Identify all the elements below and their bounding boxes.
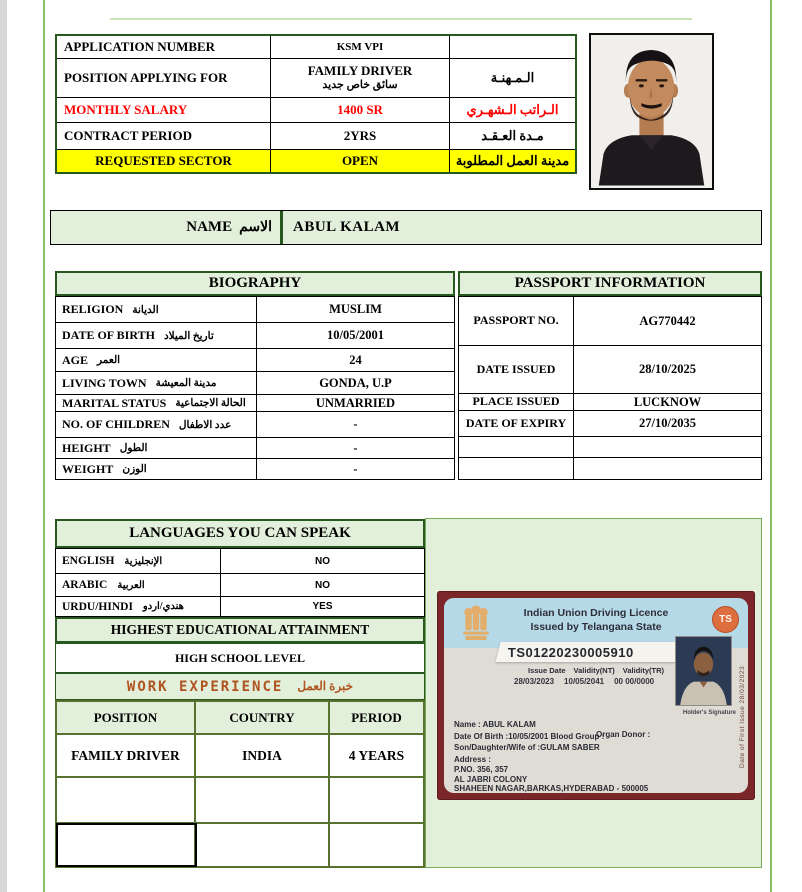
passport-empty-label-1 — [459, 437, 574, 458]
contract-label: CONTRACT PERIOD — [57, 123, 271, 150]
position-column-header: POSITION — [57, 702, 196, 735]
urdu-hindi-value: YES — [312, 601, 333, 612]
religion-value: MUSLIM — [257, 297, 454, 323]
work-experience-table — [55, 700, 425, 868]
licence-issue-values: 28/03/2023 10/05/2041 00 00/0000 — [514, 677, 655, 686]
expiry-value: 27/10/2035 — [574, 411, 761, 437]
name-label — [51, 211, 280, 244]
name-label-ar: الاسم — [239, 220, 272, 235]
age-value: 24 — [257, 349, 454, 372]
sector-value: OPEN — [271, 150, 450, 172]
passport-header: PASSPORT INFORMATION — [458, 271, 762, 296]
english-label: ENGLISH الإنجليزية — [56, 549, 221, 574]
passport-no-value: AG770442 — [574, 297, 761, 346]
application-number-value: KSM VPI — [271, 36, 450, 59]
licence-holder-photo — [675, 636, 732, 706]
ashoka-emblem-icon — [460, 604, 492, 644]
date-issued-value: 28/10/2025 — [574, 346, 761, 394]
salary-label: MONTHLY SALARY — [57, 98, 271, 123]
experience-row3-country — [196, 824, 330, 866]
weight-value: - — [353, 461, 358, 476]
place-issued-label: PLACE ISSUED — [459, 394, 574, 411]
licence-title-line1: Indian Union Driving Licence — [523, 607, 669, 619]
salary-ar-label: الـراتب الـشهـري — [450, 98, 575, 123]
weight-label: WEIGHT الوزن — [56, 459, 257, 479]
holder-signature-label: Holder's Signature — [682, 710, 736, 716]
experience-row2-period — [330, 778, 423, 824]
driving-licence-image — [437, 591, 755, 800]
licence-number: TS01220230005910 — [508, 644, 634, 660]
contract-ar-label: مـدة العـقـد — [450, 123, 575, 150]
licence-address-1: P.NO. 356, 357 — [454, 765, 509, 774]
living-town-value: GONDA, U.P — [257, 372, 454, 395]
children-value: - — [257, 412, 454, 438]
passport-empty-value-1 — [574, 437, 761, 458]
organ-donor-label: Organ Donor : — [596, 730, 651, 739]
passport-empty-label-2 — [459, 458, 574, 479]
position-label: POSITION APPLYING FOR — [57, 59, 271, 98]
left-border-line — [43, 0, 45, 892]
marital-status-label: MARITAL STATUS الحالة الاجتماعية — [56, 395, 257, 412]
country-column-header: COUNTRY — [196, 702, 330, 735]
education-value: HIGH SCHOOL LEVEL — [55, 643, 425, 673]
place-issued-value: LUCKNOW — [574, 394, 761, 411]
children-label: NO. OF CHILDREN عدد الاطفال — [56, 412, 257, 438]
experience-row3-period — [330, 824, 423, 866]
experience-row3-position — [57, 824, 196, 866]
top-divider-line — [110, 18, 692, 20]
ts-badge-icon: TS — [712, 606, 739, 633]
dob-label: DATE OF BIRTH تاريخ الميلاد — [56, 323, 257, 349]
name-label-en: NAME — [186, 219, 233, 235]
position-value-ar: سائق خاص جديد — [322, 79, 398, 92]
right-border-line — [770, 0, 772, 892]
licence-issue-headers: Issue Date Validity(NT) Validity(TR) — [528, 666, 665, 675]
licence-son-line: Son/Daughter/Wife of :GULAM SABER — [454, 743, 600, 752]
first-issue-vertical-text: Date of First Issue 28/03/2023 — [739, 665, 746, 768]
languages-table — [55, 548, 425, 617]
height-label: HEIGHT الطول — [56, 438, 257, 459]
salary-value: 1400 SR — [271, 98, 450, 123]
arabic-label: ARABIC العربية — [56, 574, 221, 597]
licence-title — [490, 606, 702, 634]
experience-row2-country — [196, 778, 330, 824]
religion-label: RELIGION الديانة — [56, 297, 257, 323]
contract-value: 2YRS — [271, 123, 450, 150]
arabic-value: NO — [221, 574, 424, 597]
licence-title-line2: Issued by Telangana State — [530, 621, 662, 634]
licence-address-label: Address : — [454, 754, 491, 764]
age-label: AGE العمر — [56, 349, 257, 372]
page-edge-strip — [0, 0, 7, 892]
passport-no-label: PASSPORT NO. — [459, 297, 574, 346]
application-table — [55, 34, 577, 174]
driving-licence-card — [444, 598, 748, 793]
marital-status-value: UNMARRIED — [257, 395, 454, 412]
languages-header: LANGUAGES YOU CAN SPEAK — [55, 519, 425, 548]
sector-ar-label: مدينة العمل المطلوبة — [450, 150, 575, 172]
expiry-label: DATE OF EXPIRY — [459, 411, 574, 437]
name-value: ABUL KALAM — [293, 219, 401, 235]
licence-name-line: Name : ABUL KALAM — [454, 720, 536, 729]
applicant-photo — [589, 33, 714, 190]
biography-table — [55, 296, 455, 480]
period-column-header: PERIOD — [330, 702, 423, 735]
experience-position: FAMILY DRIVER — [57, 735, 196, 778]
position-value-en: FAMILY DRIVER — [307, 63, 413, 79]
licence-details — [454, 719, 651, 793]
experience-country: INDIA — [196, 735, 330, 778]
education-header: HIGHEST EDUCATIONAL ATTAINMENT — [55, 617, 425, 643]
passport-empty-value-2 — [574, 458, 761, 479]
licence-address-3: SHAHEEN NAGAR,BARKAS,HYDERABAD - 500005 — [454, 784, 649, 793]
dob-value: 10/05/2001 — [257, 323, 454, 349]
applicant-portrait-illustration — [591, 35, 712, 188]
licence-dob-line: Date Of Birth :10/05/2001 Blood Group : — [454, 731, 605, 741]
experience-row2-position — [57, 778, 196, 824]
english-value: NO — [221, 549, 424, 574]
date-issued-label: DATE ISSUED — [459, 346, 574, 394]
application-number-label: APPLICATION NUMBER — [57, 36, 271, 59]
work-experience-header — [55, 673, 425, 700]
living-town-label: LIVING TOWN مدينة المعيشة — [56, 372, 257, 395]
work-experience-title-en: WORK EXPERIENCE — [126, 678, 284, 695]
position-ar-label: الـمـهنـة — [450, 59, 575, 98]
application-number-ar — [450, 36, 575, 59]
biography-header: BIOGRAPHY — [55, 271, 455, 296]
height-value: - — [257, 438, 454, 459]
urdu-hindi-label: URDU/HINDI هندي/اردو — [56, 597, 221, 616]
work-experience-title-ar: خبرة العمل — [297, 679, 354, 693]
position-value — [271, 59, 450, 98]
name-row — [50, 210, 762, 245]
licence-portrait-illustration — [676, 637, 731, 705]
sector-label: REQUESTED SECTOR — [57, 150, 271, 172]
experience-period: 4 YEARS — [330, 735, 423, 778]
licence-number-tab — [496, 642, 691, 662]
passport-table — [458, 296, 762, 480]
licence-address-2: AL JABRI COLONY — [454, 774, 528, 784]
